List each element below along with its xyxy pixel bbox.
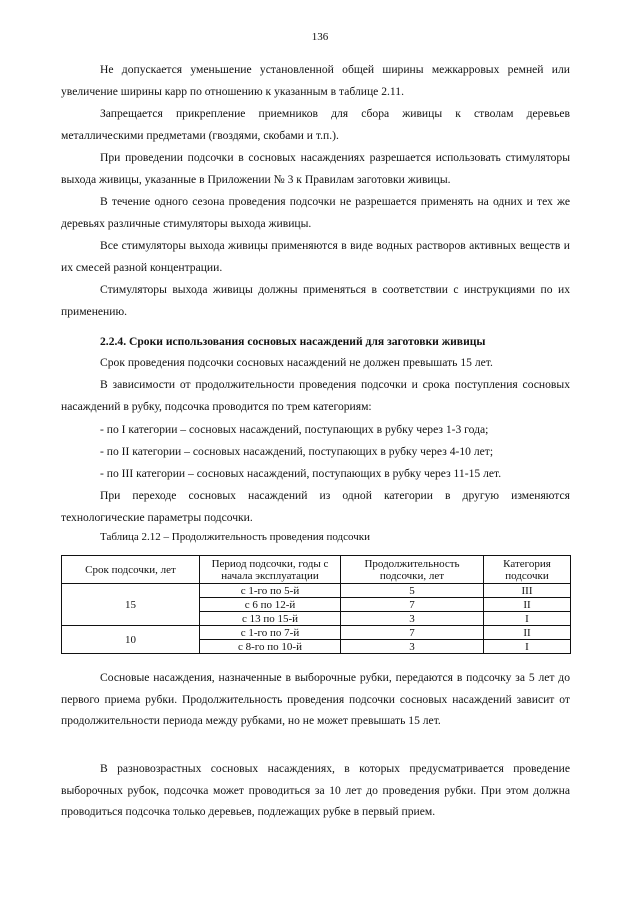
table-row — [62, 626, 571, 640]
period-cell: с 6 по 12-й — [200, 598, 341, 612]
period-cell: с 8-го по 10-й — [200, 640, 341, 654]
list-item: - по III категории – сосновых насаждений, поступающих в рубку через 11-15 лет. — [100, 467, 502, 480]
header-period: Период подсочки, годы с начала эксплуатации — [200, 556, 341, 584]
paragraph-uneven-aged: В разновозрастных сосновых насаждениях, в которых предусматривается проведение выборочных рубок, подсочка может проводиться за 10 лет до проведения рубки. При этом должна проводиться подсочка только деревьев, подлежащих рубке в первый прием. — [61, 762, 570, 818]
list-item: - по I категории – сосновых насаждений, поступающих в рубку через 1-3 года; — [100, 423, 489, 436]
term-cell: 10 — [62, 626, 200, 654]
period-cell: с 13 по 15-й — [200, 612, 341, 626]
paragraph-fastening: Запрещается прикрепление приемников для сбора живицы к стволам деревьев металлическими предметами (гвоздями, скобами и т.п.). — [61, 107, 570, 142]
duration-cell: 7 — [341, 598, 484, 612]
paragraph-max-duration: Срок проведения подсочки сосновых насаждений не должен превышать 15 лет. — [100, 356, 493, 369]
duration-cell: 7 — [341, 626, 484, 640]
list-item: - по II категории – сосновых насаждений, поступающих в рубку через 4-10 лет; — [100, 445, 494, 458]
table-header-row — [62, 556, 571, 584]
period-cell: с 1-го по 5-й — [200, 584, 341, 598]
paragraph-stimulators-allowed: При проведении подсочки в сосновых насаждениях разрешается использовать стимуляторы выхода живицы, указанные в Приложении № 3 к Правилам заготовки живицы. — [61, 151, 570, 186]
term-cell: 15 — [62, 584, 200, 626]
header-term: Срок подсочки, лет — [62, 556, 200, 584]
paragraph-solutions: Все стимуляторы выхода живицы применяются в виде водных растворов активных веществ и их смесей разной концентрации. — [61, 239, 570, 274]
paragraph-instructions: Стимуляторы выхода живицы должны применяться в соответствии с инструкциями по их применению. — [61, 283, 570, 318]
paragraph-carr-width: Не допускается уменьшение установленной общей ширины межкарровых ремней или увеличение ширины карр по отношению к указанным в таблице 2.11. — [61, 63, 570, 98]
header-category: Категория подсочки — [484, 556, 571, 584]
paragraph-one-season: В течение одного сезона проведения подсочки не разрешается применять на одних и тех же деревьях различные стимуляторы выхода живицы. — [61, 195, 570, 230]
paragraph-selective-felling: Сосновые насаждения, назначенные в выборочные рубки, передаются в подсочку за 5 лет до первого приема рубки. Продолжительность проведения подсочки сосновых насаждений зависит от продолжительности периода между рубками, но не может превышать 15 лет. — [61, 671, 570, 727]
table-caption: Таблица 2.12 – Продолжительность проведения подсочки — [100, 531, 371, 543]
category-cell: II — [484, 598, 571, 612]
section-heading: 2.2.4. Сроки использования сосновых насаждений для заготовки живицы — [100, 335, 486, 348]
category-cell: I — [484, 640, 571, 654]
table-row — [62, 584, 571, 598]
category-cell: II — [484, 626, 571, 640]
category-cell: I — [484, 612, 571, 626]
page-number: 136 — [311, 31, 329, 43]
paragraph-transition: При переходе сосновых насаждений из одной категории в другую изменяются технологические параметры подсочки. — [61, 489, 570, 524]
duration-cell: 3 — [341, 612, 484, 626]
duration-cell: 5 — [341, 584, 484, 598]
header-duration: Продолжительность подсочки, лет — [341, 556, 484, 584]
period-cell: с 1-го по 7-й — [200, 626, 341, 640]
duration-table — [61, 555, 571, 654]
paragraph-categories-intro: В зависимости от продолжительности проведения подсочки и срока поступления сосновых насаждений в рубку, подсочка проводится по трем категориям: — [61, 378, 570, 413]
duration-cell: 3 — [341, 640, 484, 654]
category-cell: III — [484, 584, 571, 598]
